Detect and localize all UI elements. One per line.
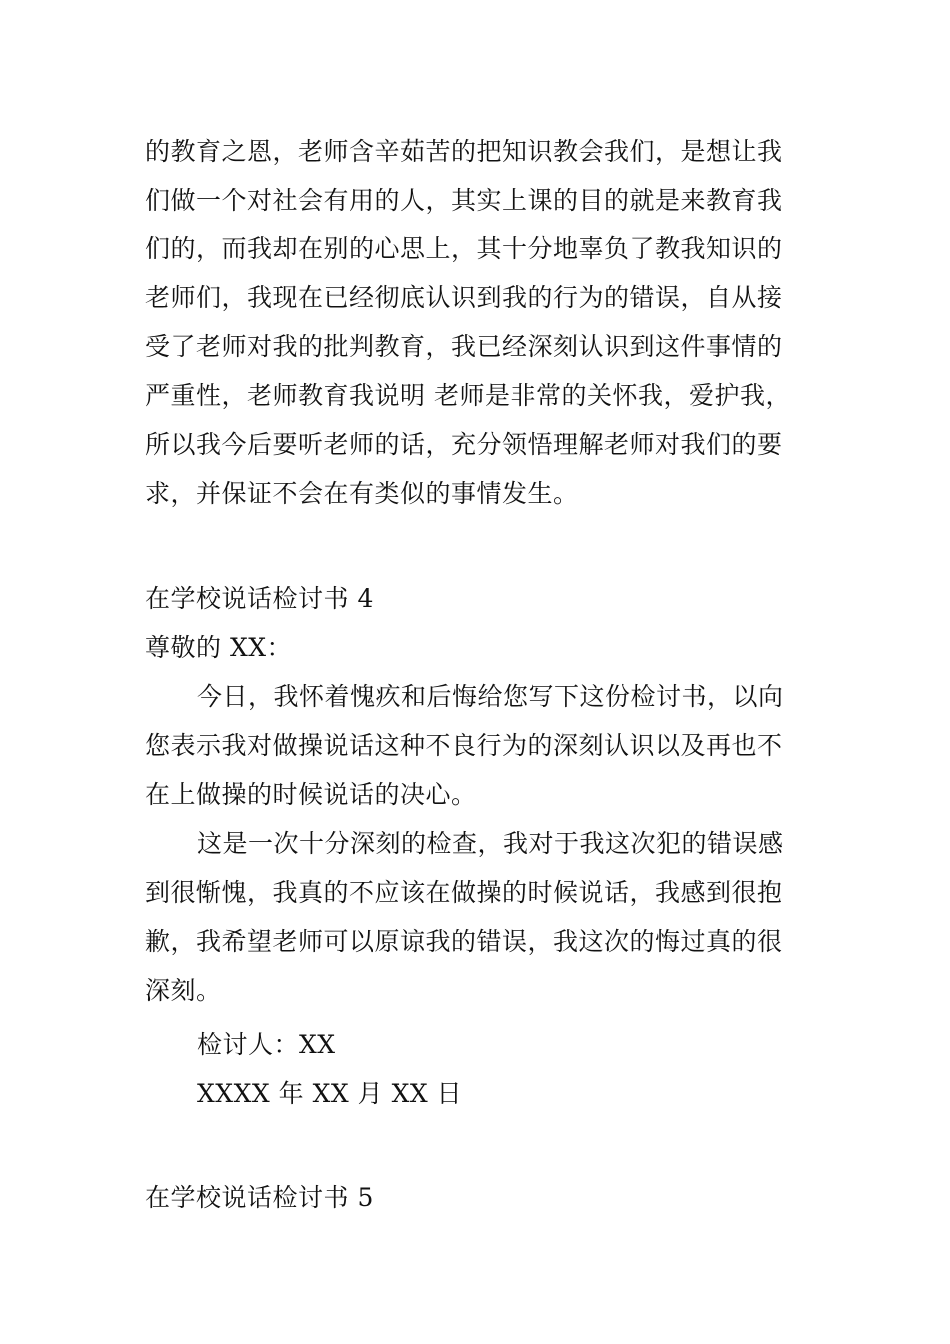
date: XXXX 年 XX 月 XX 日 xyxy=(197,1079,463,1108)
body-line: 受了老师对我的批判教育，我已经深刻认识到这件事情的 xyxy=(145,332,783,361)
body-line: 这是一次十分深刻的检查，我对于我这次犯的错误感 xyxy=(197,829,784,858)
body-line: 深刻。 xyxy=(145,976,222,1005)
body-line: 到很惭愧，我真的不应该在做操的时候说话，我感到很抱 xyxy=(145,878,783,907)
body-line: 老师们，我现在已经彻底认识到我的行为的错误，自从接 xyxy=(145,283,783,312)
body-line: 们做一个对社会有用的人，其实上课的目的就是来教育我 xyxy=(145,186,783,215)
body-line: 严重性，老师教育我说明 老师是非常的关怀我，爱护我， xyxy=(145,381,791,410)
body-line: 求，并保证不会在有类似的事情发生。 xyxy=(145,479,579,508)
body-line: 的教育之恩，老师含辛茹苦的把知识教会我们，是想让我 xyxy=(145,137,783,166)
salutation: 尊敬的 XX： xyxy=(145,633,293,662)
body-line: 所以我今后要听老师的话，充分领悟理解老师对我们的要 xyxy=(145,430,783,459)
body-line: 歉，我希望老师可以原谅我的错误，我这次的悔过真的很 xyxy=(145,927,783,956)
section-title: 在学校说话检讨书 5 xyxy=(145,1183,374,1212)
body-line: 们的，而我却在别的心思上，其十分地辜负了教我知识的 xyxy=(145,234,783,263)
body-line: 您表示我对做操说话这种不良行为的深刻认识以及再也不 xyxy=(145,731,783,760)
section-title: 在学校说话检讨书 4 xyxy=(145,584,374,613)
signer: 检讨人：XX xyxy=(197,1030,336,1059)
body-line: 今日，我怀着愧疚和后悔给您写下这份检讨书，以向 xyxy=(197,682,784,711)
body-line: 在上做操的时候说话的决心。 xyxy=(145,780,477,809)
